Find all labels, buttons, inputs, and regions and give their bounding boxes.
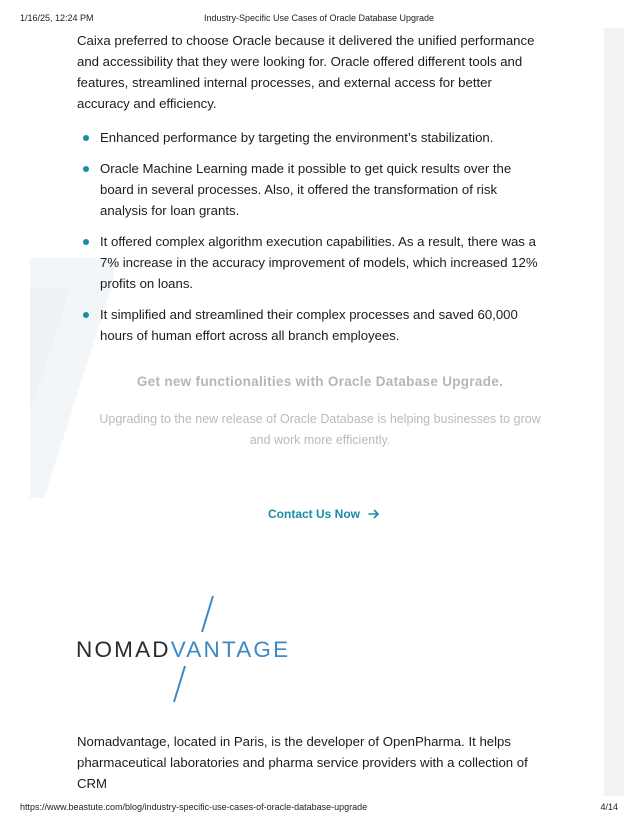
benefits-list	[77, 127, 547, 346]
logo-text-nomad: NOMAD	[76, 637, 171, 662]
list-item	[77, 158, 547, 221]
contact-us-link[interactable]	[268, 507, 380, 521]
scrollbar-track[interactable]	[604, 28, 624, 796]
page-number: 4/14	[600, 802, 618, 812]
logo-slash-top	[196, 595, 216, 633]
list-item-text: It offered complex algorithm execution capabilities. As a result, there was a 7% increase in the accuracy improvement of models, which increased 12% profits on loans.	[100, 234, 538, 291]
logo-slash-bottom	[170, 665, 190, 703]
logo-wordmark	[76, 637, 290, 663]
print-footer	[20, 802, 618, 816]
bullet-icon	[83, 166, 89, 172]
cta-section	[90, 374, 550, 451]
list-item-text: It simplified and streamlined their complex processes and saved 60,000 hours of human effort across all branch employees.	[100, 307, 518, 343]
bullet-icon	[83, 135, 89, 141]
intro-paragraph: Caixa preferred to choose Oracle because it delivered the unified performance and accessibility that they were looking for. Oracle offered different tools and features, streamlined internal processes, and external access for better accuracy and efficiency.	[77, 33, 535, 111]
logo-text-vantage: VANTAGE	[170, 637, 291, 662]
list-item-text: Enhanced performance by targeting the environment’s stabilization.	[100, 130, 494, 145]
print-datetime: 1/16/25, 12:24 PM	[20, 13, 94, 23]
print-url: https://www.beastute.com/blog/industry-specific-use-cases-of-oracle-database-upgrade	[20, 802, 368, 812]
cta-heading: Get new functionalities with Oracle Database Upgrade.	[136, 374, 504, 389]
cta-text: Upgrading to the new release of Oracle Database is helping businesses to grow and work more efficiently.	[99, 412, 541, 447]
nomadvantage-logo	[76, 595, 316, 703]
bullet-icon	[83, 239, 89, 245]
bullet-icon	[83, 312, 89, 318]
nomadvantage-paragraph: Nomadvantage, located in Paris, is the developer of OpenPharma. It helps pharmaceutical laboratories and pharma service providers with a collection of CRM	[77, 734, 528, 791]
list-item	[77, 304, 547, 346]
list-item	[77, 127, 547, 148]
print-title: Industry-Specific Use Cases of Oracle Database Upgrade	[203, 13, 435, 23]
list-item	[77, 231, 547, 294]
print-header	[20, 13, 618, 27]
contact-us-label: Contact Us Now	[268, 507, 361, 521]
list-item-text: Oracle Machine Learning made it possible to get quick results over the board in several processes. Also, it offered the transformation of risk analysis for loan grants.	[100, 161, 512, 218]
article-body	[77, 30, 547, 356]
arrow-right-icon	[368, 508, 380, 520]
